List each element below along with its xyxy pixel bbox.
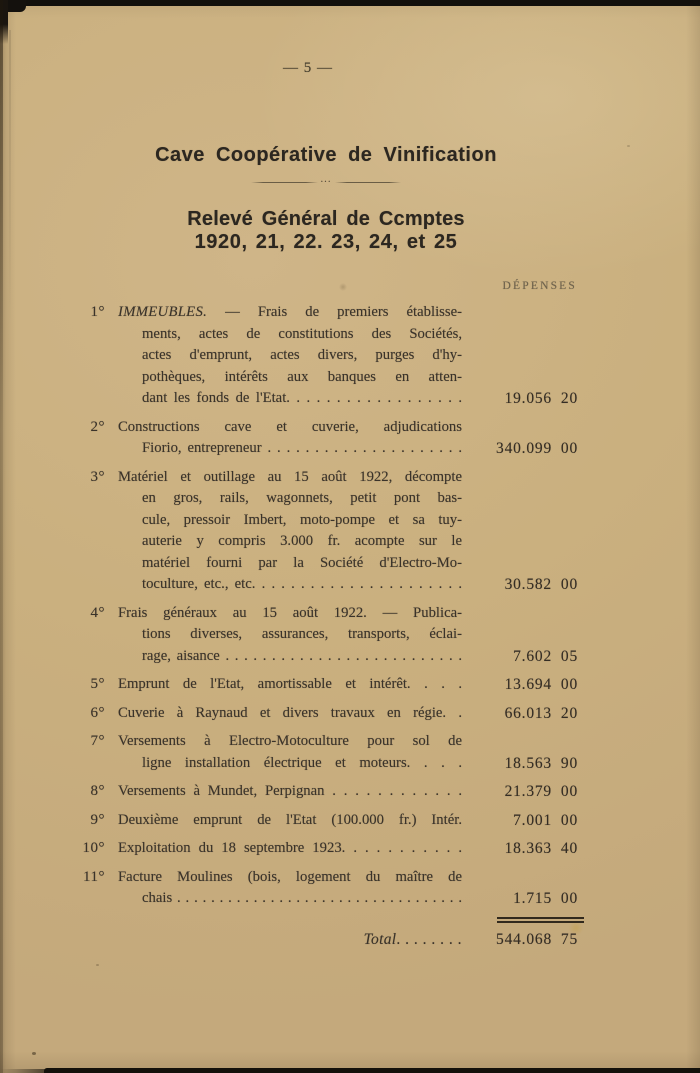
amount-centimes: 20 bbox=[560, 704, 578, 722]
amount-centimes: 20 bbox=[560, 390, 578, 407]
item-number: 1° bbox=[90, 304, 105, 320]
amount-centimes: 00 bbox=[560, 676, 578, 693]
amount-francs: 340.099 bbox=[496, 440, 552, 457]
ledger-item bbox=[76, 302, 580, 410]
ledger-item bbox=[76, 703, 580, 725]
item-text-line: Exploitation du 18 septembre 1923. . . . . . . . . . . bbox=[118, 840, 462, 856]
item-text bbox=[118, 731, 462, 774]
divider-dots: ··· bbox=[320, 177, 332, 186]
paper-crease bbox=[9, 30, 11, 330]
page-number: — 5 — bbox=[283, 60, 333, 76]
item-text bbox=[118, 674, 462, 696]
item-amount bbox=[462, 731, 580, 774]
amount-centimes: 40 bbox=[560, 840, 578, 857]
document-subtitle-years: 1920, 21, 22. 23, 24, et 25 bbox=[194, 231, 458, 253]
scan-edge-left bbox=[0, 0, 3, 1073]
item-text-line: dant les fonds de l'Etat. . . . . . . . . . . . . . . . . . bbox=[142, 390, 462, 406]
divider-ornament bbox=[251, 178, 401, 186]
ledger-item bbox=[76, 838, 580, 860]
total-row bbox=[76, 929, 580, 951]
total-word: Total bbox=[363, 930, 397, 948]
amount-centimes: 00 bbox=[560, 811, 578, 829]
item-text-line: Constructions cave et cuverie, adjudications bbox=[118, 418, 462, 435]
item-text-line: auterie y compris 3.000 fr. acompte sur le bbox=[142, 533, 462, 549]
item-text bbox=[118, 810, 462, 832]
column-header-depenses: DÉPENSES bbox=[502, 280, 577, 292]
item-text bbox=[118, 417, 462, 460]
item-text-line: rage, aisance . . . . . . . . . . . . . . . . . . . . . . . . . . bbox=[142, 647, 462, 664]
item-text-line: Facture Moulines (bois, logement du maître de bbox=[118, 868, 462, 885]
amount-francs: 18.563 bbox=[504, 754, 552, 772]
item-number: 8° bbox=[90, 783, 105, 799]
item-text-line: Emprunt de l'Etat, amortissable et intérêt. . . . bbox=[118, 676, 462, 692]
item-text bbox=[118, 467, 462, 596]
item-amount bbox=[462, 810, 580, 832]
ledger-item bbox=[76, 674, 580, 696]
amount-francs: 30.582 bbox=[504, 576, 552, 593]
item-text-line: pothèques, intérêts aux banques en atten- bbox=[142, 368, 462, 385]
item-amount bbox=[462, 867, 580, 910]
item-number: 2° bbox=[90, 418, 105, 435]
item-text-line: toculture, etc., etc. . . . . . . . . . . . . . . . . . . . . . bbox=[142, 576, 462, 592]
items-list bbox=[76, 302, 580, 910]
item-amount bbox=[462, 417, 580, 460]
ledger-item bbox=[76, 417, 580, 460]
amount-francs: 18.363 bbox=[504, 840, 552, 857]
total-leader-dots: . . . . . . . . bbox=[396, 930, 462, 948]
item-amount bbox=[462, 781, 580, 803]
item-text-line: cule, pressoir Imbert, moto-pompe et sa tuy- bbox=[142, 511, 462, 528]
item-number: 9° bbox=[90, 811, 105, 828]
item-text-line: ments, actes de constitutions des Sociétés, bbox=[142, 325, 462, 342]
amount-francs: 544.068 bbox=[496, 930, 552, 948]
item-text-line: en gros, rails, wagonnets, petit pont bas- bbox=[142, 490, 462, 506]
amount-francs: 7.001 bbox=[513, 811, 552, 829]
item-text-line: Versements à Mundet, Perpignan . . . . . . . . . . . . bbox=[118, 783, 462, 799]
total-double-rule bbox=[497, 917, 584, 923]
item-text bbox=[118, 703, 462, 725]
total-label bbox=[118, 929, 462, 951]
item-amount bbox=[462, 838, 580, 860]
item-amount bbox=[462, 603, 580, 668]
item-number: 3° bbox=[90, 468, 105, 485]
document-subtitle: Relevé Général de Ccmptes bbox=[187, 208, 465, 230]
item-number: 5° bbox=[90, 676, 105, 692]
amount-francs: 13.694 bbox=[504, 676, 552, 693]
divider-line bbox=[251, 182, 318, 183]
amount-centimes: 00 bbox=[560, 890, 578, 907]
amount-francs: 7.602 bbox=[513, 647, 552, 665]
amount-centimes: 00 bbox=[560, 576, 578, 593]
scan-edge-top bbox=[0, 0, 700, 6]
divider-line bbox=[335, 182, 402, 183]
item-amount bbox=[462, 467, 580, 596]
item-text-line: actes d'emprunt, actes divers, purges d'hy- bbox=[142, 347, 462, 363]
ledger-item bbox=[76, 867, 580, 910]
item-text-line: Fiorio, entrepreneur . . . . . . . . . . . . . . . . . . . . . bbox=[142, 440, 462, 456]
item-number: 4° bbox=[90, 604, 105, 621]
scan-edge-bottom bbox=[44, 1068, 700, 1073]
amount-centimes: 00 bbox=[560, 440, 578, 457]
ledger-item bbox=[76, 467, 580, 596]
item-text-line: IMMEUBLES. — Frais de premiers établisse- bbox=[118, 304, 462, 320]
item-number: 7° bbox=[90, 733, 105, 749]
item-text-line: Cuverie à Raynaud et divers travaux en régie. . bbox=[118, 704, 462, 721]
item-text bbox=[118, 867, 462, 910]
ledger-item bbox=[76, 810, 580, 832]
item-text bbox=[118, 302, 462, 410]
item-text-line: Matériel et outillage au 15 août 1922, décompte bbox=[118, 468, 462, 485]
amount-centimes: 00 bbox=[560, 783, 578, 800]
amount-centimes: 05 bbox=[560, 647, 578, 665]
item-text-line: matériel fourni par la Société d'Electro-Mo- bbox=[142, 554, 462, 571]
item-text-line: Deuxième emprunt de l'Etat (100.000 fr.) Intér. bbox=[118, 811, 462, 828]
total-amount bbox=[462, 929, 580, 951]
item-lead-word: IMMEUBLES. bbox=[118, 304, 208, 320]
amount-francs: 21.379 bbox=[504, 783, 552, 800]
ledger-item bbox=[76, 731, 580, 774]
item-text-line: chais . . . . . . . . . . . . . . . . . . . . . . . . . . . . . . . . . . bbox=[142, 890, 462, 906]
document-heading bbox=[76, 142, 576, 254]
item-text bbox=[118, 781, 462, 803]
item-text-line: Frais généraux au 15 août 1922. — Publica- bbox=[118, 604, 462, 621]
item-number: 6° bbox=[90, 704, 105, 721]
item-text bbox=[118, 603, 462, 668]
item-number: 10° bbox=[82, 840, 105, 856]
item-number: 11° bbox=[83, 868, 105, 885]
item-text bbox=[118, 838, 462, 860]
amount-francs: 19.056 bbox=[504, 390, 552, 407]
item-amount bbox=[462, 703, 580, 725]
amount-francs: 66.013 bbox=[504, 704, 552, 722]
item-text-line: ligne installation électrique et moteurs. . . . bbox=[142, 754, 462, 771]
amount-centimes: 90 bbox=[560, 754, 578, 772]
paper-speck bbox=[627, 145, 630, 147]
scan-edge-bottom-fade bbox=[0, 1069, 60, 1073]
item-text-line: Versements à Electro-Motoculture pour sol de bbox=[118, 733, 462, 749]
item-text-line: tions diverses, assurances, transports, éclai- bbox=[142, 626, 462, 642]
ledger-item bbox=[76, 603, 580, 668]
amount-francs: 1.715 bbox=[513, 890, 552, 907]
document-title: Cave Coopérative de Vinification bbox=[155, 144, 497, 166]
amount-centimes: 75 bbox=[560, 930, 578, 948]
item-amount bbox=[462, 302, 580, 410]
paper-speck bbox=[32, 1052, 36, 1055]
item-amount bbox=[462, 674, 580, 696]
ledger bbox=[76, 302, 580, 957]
ledger-item bbox=[76, 781, 580, 803]
paper-speck bbox=[96, 964, 99, 966]
